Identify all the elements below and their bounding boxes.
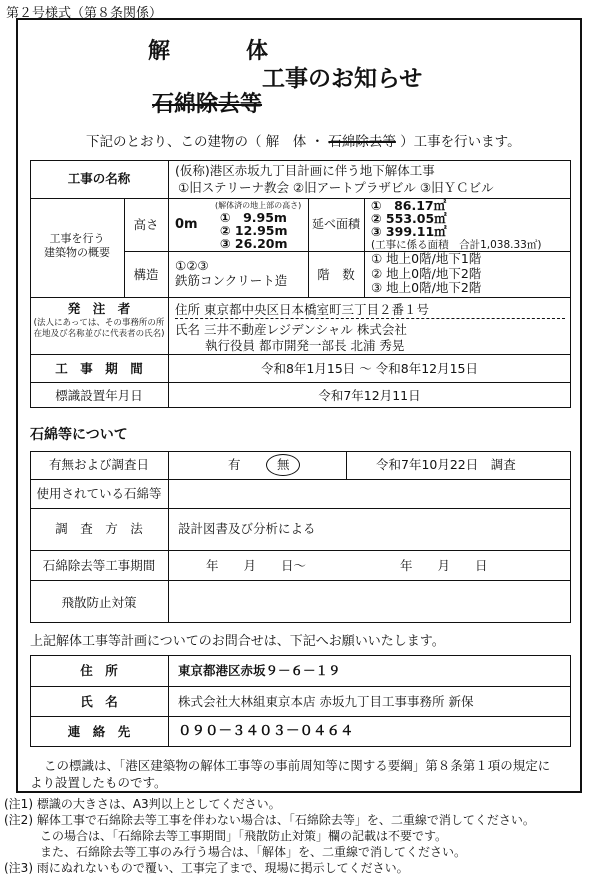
floor-area-values: ① 86.17㎡ ② 553.05㎡ ③ 399.11㎡	[371, 198, 447, 239]
contact-tel: ０９０－３４０３－０４６４	[178, 723, 354, 739]
col-divider	[168, 655, 169, 747]
col-divider	[364, 198, 365, 297]
client-note: (法人にあっては、その事務所の所 在地及び名称並びに代表者の氏名)	[33, 318, 165, 339]
row-divider	[30, 686, 571, 687]
form-number: 第２号様式（第８条関係）	[6, 6, 163, 21]
intro-sentence	[86, 130, 521, 150]
contact-address-label: 住 所	[80, 663, 118, 678]
intro-option-demolition: 解 体	[265, 134, 307, 150]
survey-yes: 有	[228, 457, 241, 472]
project-name-line2: ①旧ステリーナ教会 ②旧アートプラザビル ③旧ＹＣビル	[178, 180, 494, 195]
client-name: 氏名 三井不動産レジデンシャル 株式会社 執行役員 都市開発一部長 北浦 秀晃	[175, 322, 407, 353]
client-label: 発 注 者	[67, 301, 131, 316]
height-zero: 0m	[175, 217, 198, 232]
note-line: (注3) 雨にぬれないもので覆い、工事完了まで、現場に掲示してください。	[4, 861, 409, 875]
height-values: ① 9.95m ② 12.95m ③ 26.20m	[220, 210, 288, 251]
floors-label: 階 数	[317, 267, 355, 282]
survey-no: 無	[277, 457, 290, 472]
height-note: (解体済の地上部の高さ)	[215, 201, 302, 210]
row-divider	[30, 580, 571, 581]
note-line: この場合は、「石綿除去等工事期間」「飛散防止対策」欄の記載は不要です。	[4, 829, 448, 843]
contact-name-label: 氏 名	[80, 694, 118, 709]
row-divider	[30, 382, 571, 383]
project-name-line1: (仮称)港区赤坂九丁目計画に伴う地下解体工事	[175, 163, 435, 178]
note-line: (注1) 標識の大きさは、A3判以上としてください。	[4, 797, 281, 811]
title-kai: 解	[148, 39, 172, 64]
overview-label: 工事を行う 建築物の概要	[44, 232, 110, 259]
legal-basis: この標識は、「港区建築物の解体工事等の事前周知等に関する要綱」第８条第１項の規定に より設置したものです。	[30, 758, 551, 790]
survey-method-label: 調 査 方 法	[55, 521, 143, 536]
row-divider	[30, 198, 571, 199]
period-value: 令和8年1月15日 ～ 令和8年12月15日	[260, 361, 479, 376]
intro-separator: ・	[310, 134, 325, 150]
floor-area-total: (工事に係る面積 合計1,038.33㎡)	[371, 239, 542, 251]
title-construction-notice: 工事のお知らせ	[262, 66, 423, 92]
contact-address: 東京都港区赤坂９－６－１９	[178, 663, 341, 678]
sign-date-value: 令和7年12月11日	[318, 388, 421, 403]
notes	[4, 796, 535, 876]
project-name-label: 工事の名称	[67, 171, 131, 186]
height-label: 高さ	[133, 217, 159, 232]
intro-pre: 下記のとおり、この建物の（	[86, 134, 262, 150]
survey-method-value: 設計図書及び分析による	[178, 521, 316, 536]
row-divider	[30, 479, 571, 480]
floors-values: ① 地上0階/地下1階 ② 地上0階/地下2階 ③ 地上0階/地下2階	[371, 251, 482, 295]
scatter-prevention-label: 飛散防止対策	[61, 595, 137, 610]
col-divider	[124, 198, 125, 297]
col-divider	[346, 451, 347, 479]
asbestos-period-label: 石綿除去等工事期間	[42, 558, 156, 573]
row-divider	[30, 550, 571, 551]
row-divider	[30, 297, 571, 298]
contact-intro: 上記解体工事等計画についてのお問合せは、下記へお願いいたします。	[30, 634, 445, 649]
survey-date: 令和7年10月22日 調査	[376, 457, 516, 472]
structure-value: ①②③ 鉄筋コンクリート造	[175, 258, 288, 288]
contact-name: 株式会社大林組東京本店 赤坂九丁目工事事務所 新保	[178, 694, 474, 709]
asbestos-used-label: 使用されている石綿等	[36, 486, 162, 501]
client-address: 住所 東京都中央区日本橋室町三丁目２番１号	[175, 302, 429, 317]
asbestos-period-start: 年 月 日～	[206, 558, 307, 573]
intro-option-asbestos: 石綿除去等	[328, 134, 396, 150]
period-label: 工 事 期 間	[55, 361, 143, 376]
sign-date-label: 標識設置年月日	[55, 388, 143, 403]
contact-tel-label: 連 絡 先	[67, 724, 131, 739]
asbestos-heading: 石綿等について	[30, 427, 128, 443]
title-tai: 体	[246, 39, 269, 64]
structure-label: 構造	[133, 267, 159, 282]
survey-label: 有無および調査日	[48, 457, 149, 472]
col-divider	[308, 198, 309, 297]
note-line: また、石綿除去等工事のみ行う場合は、「解体」を、二重線で消してください。	[4, 845, 467, 859]
note-line: (注2) 解体工事で石綿除去等工事を伴わない場合は、「石綿除去等」を、二重線で消してください。	[4, 813, 535, 827]
intro-post: ）工事を行います。	[400, 134, 521, 150]
row-divider	[30, 716, 571, 717]
title-asbestos-struck: 石綿除去等	[152, 92, 263, 117]
client-dashed-divider	[175, 318, 565, 319]
floor-area-label: 延べ面積	[311, 217, 360, 231]
row-divider	[30, 354, 571, 355]
asbestos-period-end: 年 月 日	[400, 558, 488, 573]
col-divider	[168, 451, 169, 623]
row-divider	[30, 508, 571, 509]
